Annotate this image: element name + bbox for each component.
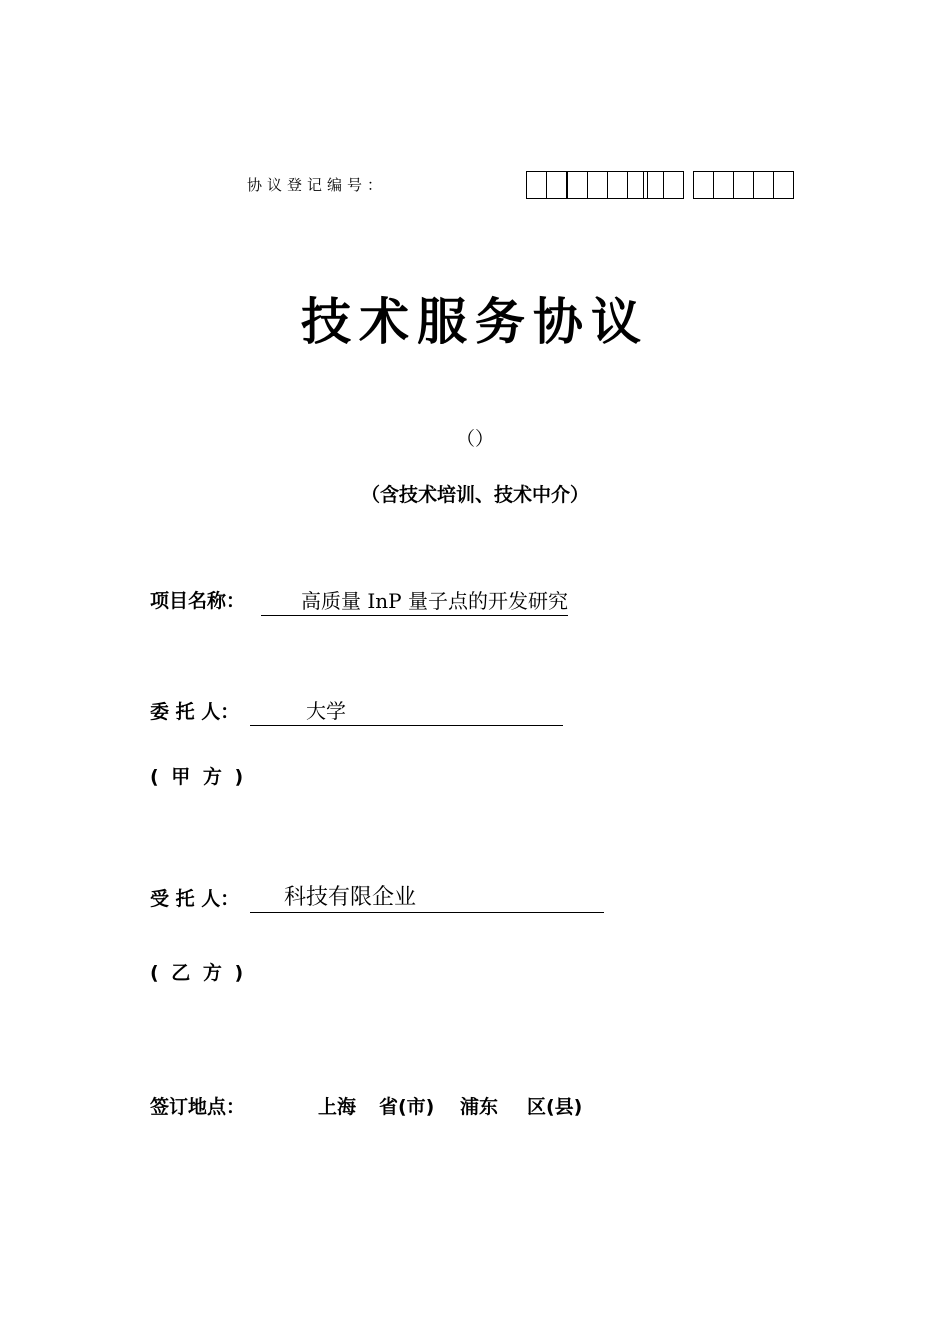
contractor-value: 科技有限企业 — [250, 880, 604, 913]
subtitle-parentheses: （） — [455, 428, 494, 450]
registration-box-group-4 — [693, 171, 793, 198]
client-value: 大学 — [250, 695, 563, 726]
registration-box — [526, 171, 547, 199]
signing-label: 签订地点： — [150, 1096, 246, 1118]
registration-box — [693, 171, 714, 199]
contractor-label: 受 托 人： — [150, 888, 240, 910]
registration-box-group-3 — [643, 171, 683, 198]
registration-box — [753, 171, 774, 199]
registration-box — [587, 171, 608, 199]
subtitle-note: （含技术培训、技术中介） — [360, 484, 589, 506]
registration-box — [643, 171, 664, 199]
registration-label: 协议登记编号： — [247, 176, 388, 194]
registration-box-group-1 — [526, 171, 566, 198]
client-party: ( 甲 方 ) — [150, 766, 247, 788]
registration-box — [607, 171, 628, 199]
registration-box — [567, 171, 588, 199]
signing-province-suffix: 省(市) — [379, 1096, 435, 1118]
registration-box — [713, 171, 734, 199]
registration-box — [733, 171, 754, 199]
registration-box-group-2 — [567, 171, 647, 198]
client-label: 委 托 人： — [150, 701, 240, 723]
project-value: 高质量 InP 量子点的开发研究 — [261, 585, 568, 616]
signing-province: 上海 — [318, 1096, 357, 1118]
registration-box — [546, 171, 567, 199]
signing-district: 浦东 — [460, 1096, 499, 1118]
signing-district-suffix: 区(县) — [527, 1096, 583, 1118]
registration-box — [663, 171, 684, 199]
contractor-party: ( 乙 方 ) — [150, 962, 247, 984]
registration-box — [773, 171, 794, 199]
project-label: 项目名称： — [150, 590, 246, 612]
document-title: 技术服务协议 — [301, 293, 649, 351]
